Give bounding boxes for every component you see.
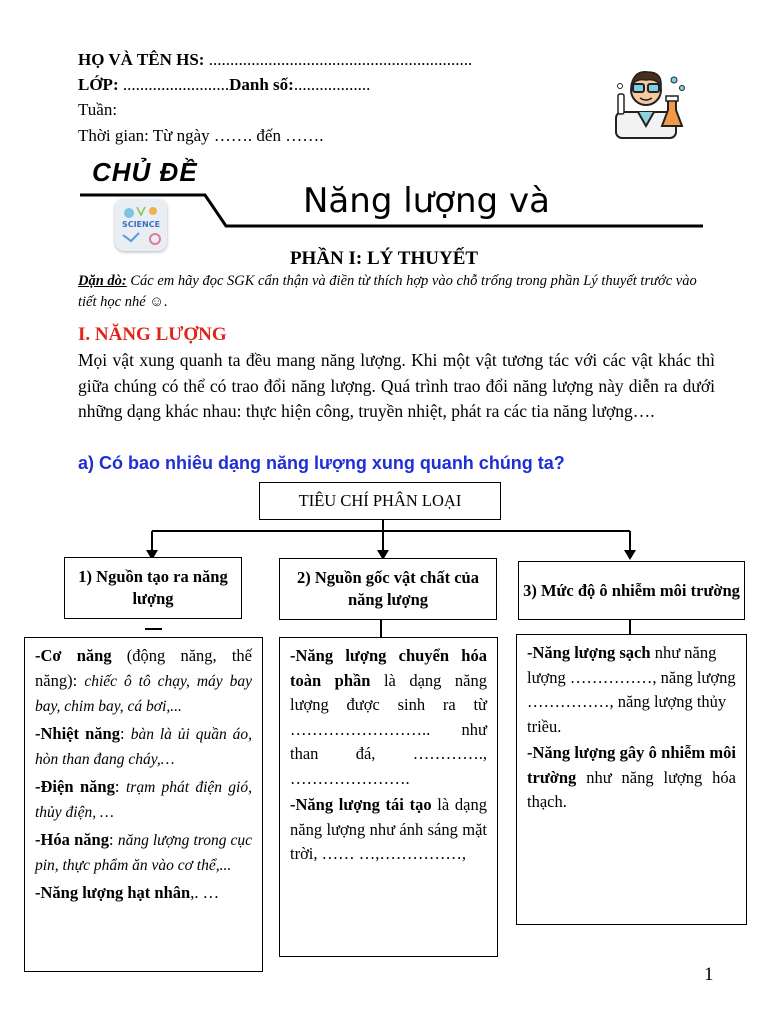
item-clean: -Năng lượng sạch như năng lượng ……………, năng lượng ……………, năng lượng thủy triều. bbox=[527, 643, 736, 736]
category-box-1: 1) Nguồn tạo ra năng lượng bbox=[64, 557, 242, 619]
name-label: HỌ VÀ TÊN HS: bbox=[78, 50, 205, 69]
page-number: 1 bbox=[704, 964, 714, 985]
section-paragraph: Mọi vật xung quanh ta đều mang năng lượng. Khi một vật tương tác với các vật khác thì giữa chúng có thể có trao đổi năng lượng. Quá trình trao đổi năng lượng này diễn ra dưới những dạng khác nhau: thực hiện công, truyền nhiệt, phát ra các tia năng lượng…. bbox=[78, 350, 715, 421]
week-line: Tuần: bbox=[78, 100, 118, 119]
section-title: I. NĂNG LƯỢNG bbox=[78, 324, 227, 345]
badge-text: SCIENCE bbox=[121, 220, 161, 229]
diagram-root: TIÊU CHÍ PHÂN LOẠI bbox=[259, 482, 501, 520]
detail-box-3 bbox=[516, 634, 747, 925]
note-label: Dặn dò: bbox=[78, 273, 127, 289]
topic-label: CHỦ ĐỀ bbox=[92, 157, 198, 187]
connector-3 bbox=[629, 620, 631, 634]
class-blank[interactable]: ......................... bbox=[118, 75, 230, 94]
question-a: a) Có bao nhiêu dạng năng lượng xung quanh chúng ta? bbox=[78, 453, 565, 473]
science-badge bbox=[115, 199, 167, 251]
connector-1 bbox=[145, 628, 162, 630]
class-label: LỚP: bbox=[78, 75, 119, 94]
item-nonrenewable: -Năng lượng chuyển hóa toàn phần là dạng năng lượng được sinh ra từ …………………….. như than đá, …………., …………………. bbox=[290, 646, 487, 788]
detail-box-1 bbox=[24, 637, 263, 972]
connector-2 bbox=[380, 620, 382, 637]
class-line bbox=[78, 73, 370, 97]
part-title: PHẦN I: LÝ THUYẾT bbox=[289, 248, 479, 269]
item-mechanical: -Cơ năng (động năng, thế năng): chiếc ô tô chạy, máy bay bay, chim bay, cá bơi,... bbox=[35, 646, 253, 715]
item-chemical: -Hóa năng: năng lượng trong cục pin, thực phẩm ăn vào cơ thể,... bbox=[35, 829, 252, 874]
scientist-icon bbox=[608, 60, 690, 140]
item-thermal: -Nhiệt năng: bàn là ủi quần áo, hòn than đang cháy,… bbox=[35, 723, 252, 768]
item-renewable: -Năng lượng tái tạo là dạng năng lượng như ánh sáng mặt trời, …… …,……………, bbox=[290, 795, 487, 863]
item-nuclear: -Năng lượng hạt nhân,. … bbox=[35, 882, 220, 902]
id-label: Danh số: bbox=[229, 75, 294, 94]
detail-box-2 bbox=[279, 637, 498, 957]
student-name-line bbox=[78, 48, 472, 72]
time-line: Thời gian: Từ ngày ……. đến ……. bbox=[78, 126, 324, 145]
topic-title: Năng lượng và bbox=[303, 181, 550, 221]
category-box-3: 3) Mức độ ô nhiễm môi trường bbox=[518, 561, 745, 620]
category-box-2: 2) Nguồn gốc vật chất của năng lượng bbox=[279, 558, 497, 620]
instruction-note bbox=[78, 271, 718, 313]
note-text: Các em hãy đọc SGK cẩn thận và điền từ thích hợp vào chỗ trống trong phần Lý thuyết trước vào tiết học nhé ☺. bbox=[78, 273, 697, 310]
item-polluting: -Năng lượng gây ô nhiễm môi trường như năng lượng hóa thạch. bbox=[527, 743, 736, 811]
id-blank[interactable]: .................. bbox=[293, 75, 371, 94]
name-blank[interactable]: .............................................................. bbox=[204, 50, 473, 69]
item-electric: -Điện năng: trạm phát điện gió, thủy điện, … bbox=[35, 776, 252, 821]
